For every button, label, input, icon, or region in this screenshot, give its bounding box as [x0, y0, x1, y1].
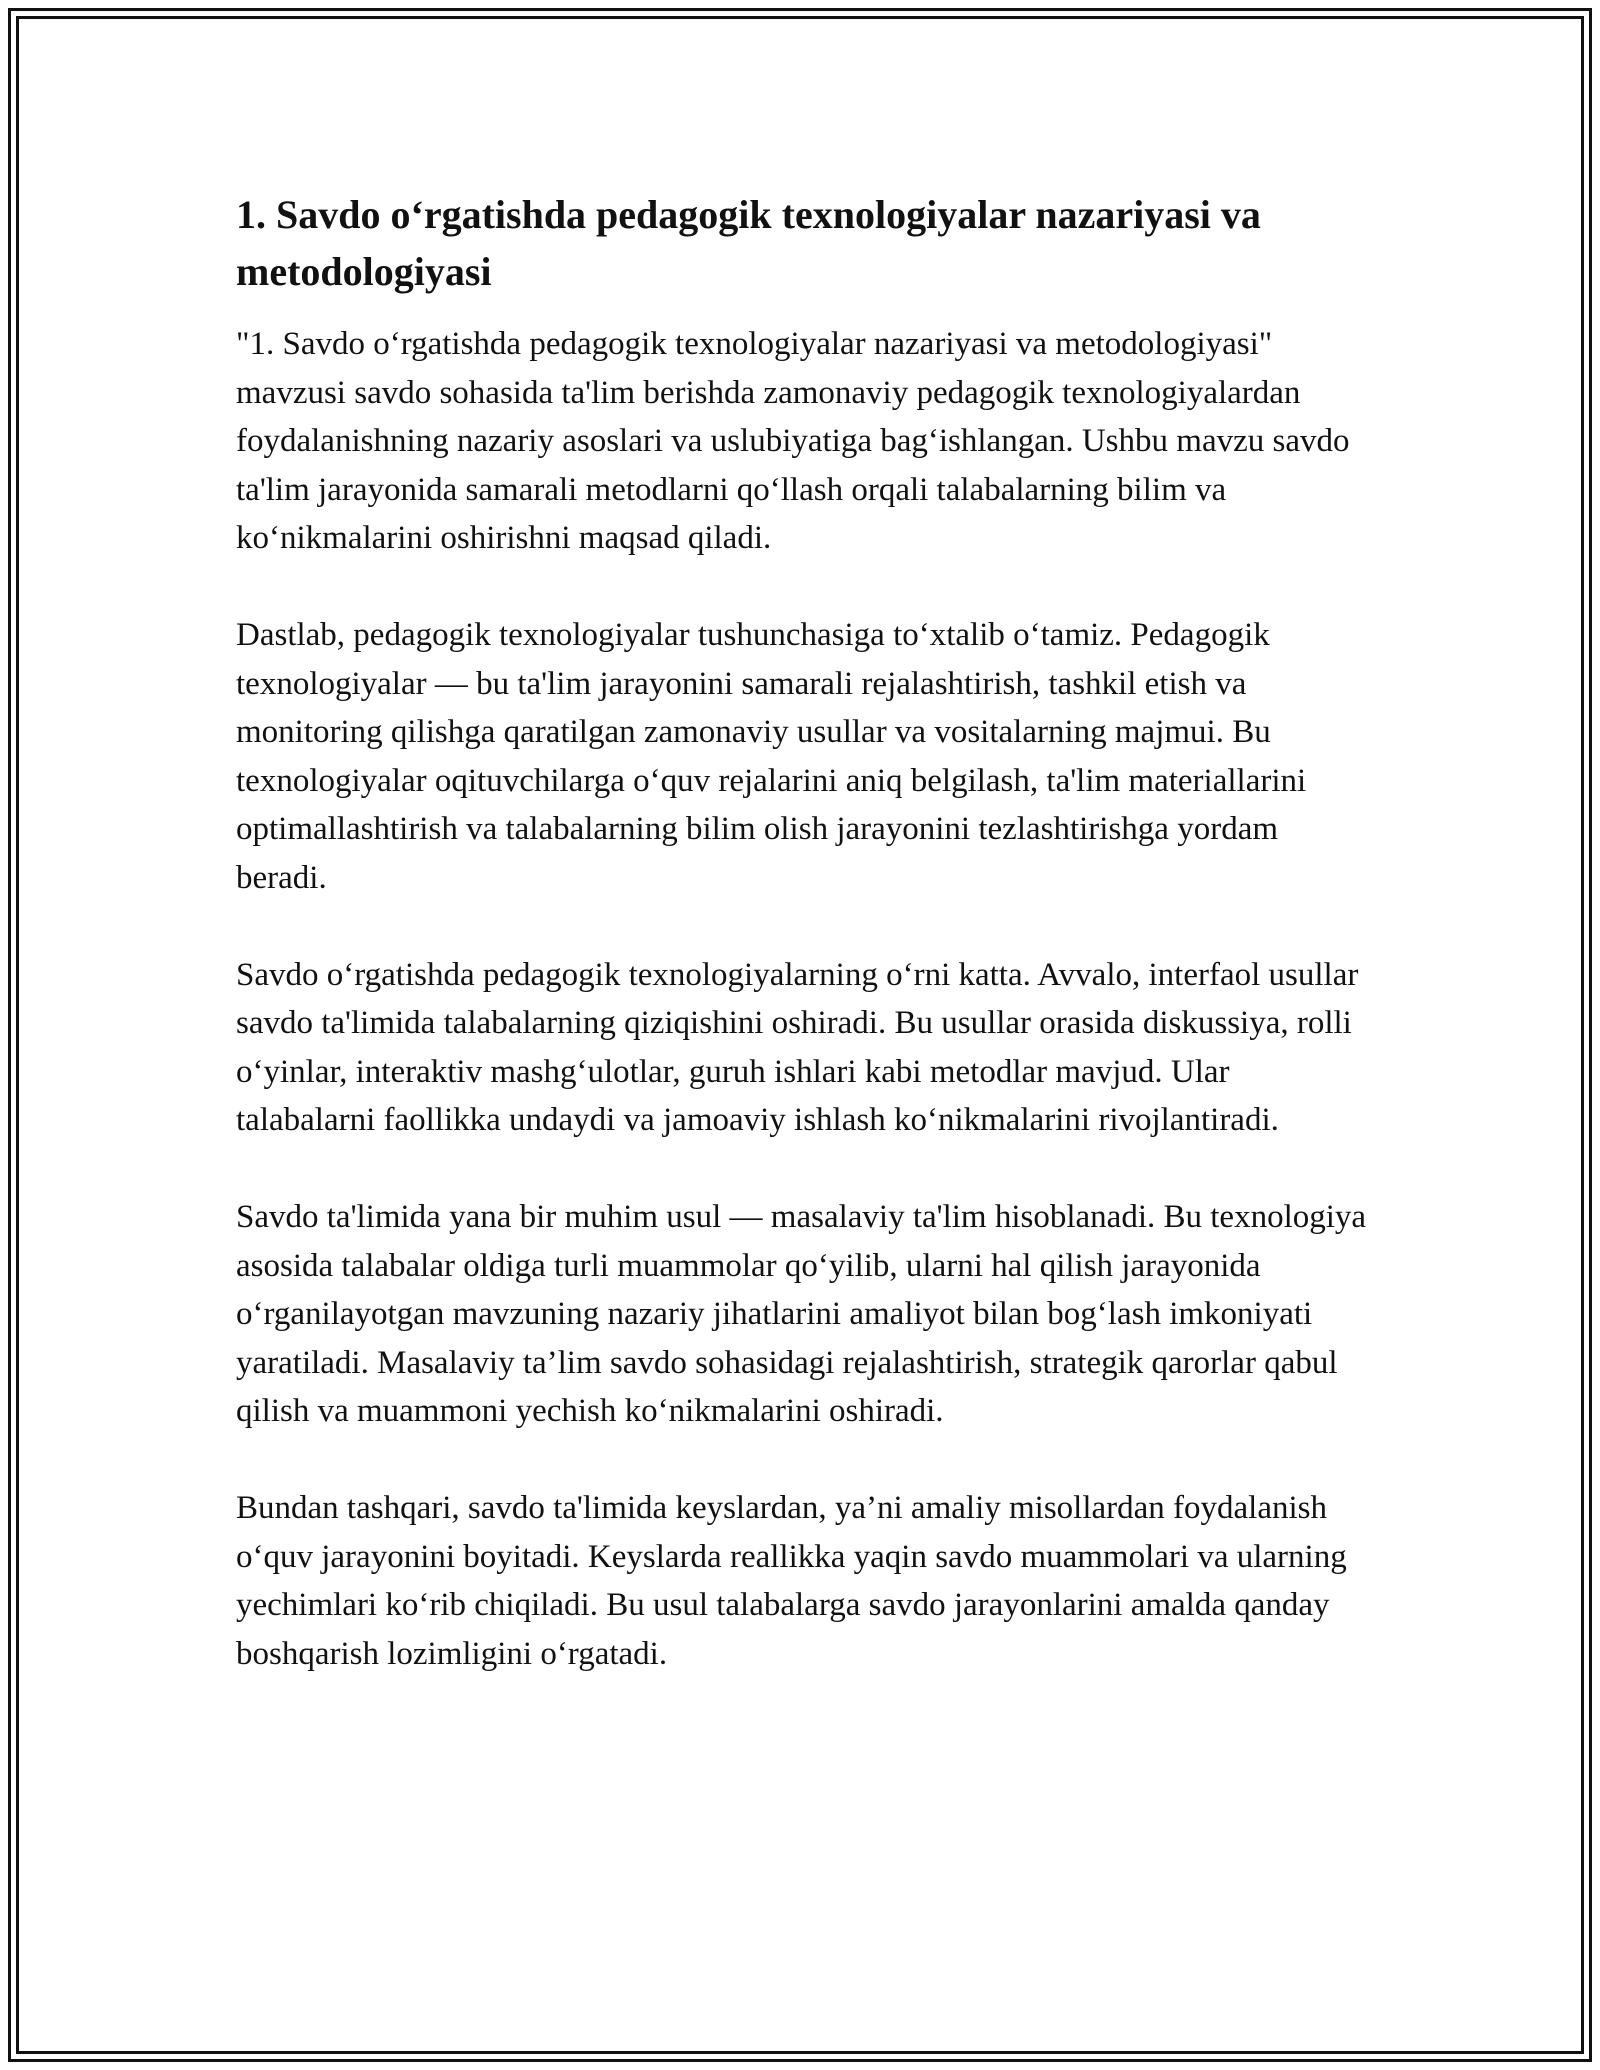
paragraph-2: Dastlab, pedagogik texnologiyalar tushunchasiga to‘xtalib o‘tamiz. Pedagogik texnologiyalar — bu ta'lim jarayonini samarali rejalashtirish, tashkil etish va monitoring qilishga qaratilgan zamonaviy usullar va vositalarning majmui. Bu texnologiyalar oqituvchilarga o‘quv rejalarini aniq belgilash, ta'lim materiallarini optimallashtirish va talabalarning bilim olish jarayonini tezlashtirishga yordam beradi. [236, 617, 1307, 896]
document-body [236, 186, 1376, 1727]
paragraph-1: "1. Savdo o‘rgatishda pedagogik texnologiyalar nazariyasi va metodologiyasi" mavzusi savdo sohasida ta'lim berishda zamonaviy pedagogik texnologiyalardan foydalanishning nazariy asoslari va uslubiyatiga bag‘ishlangan. Ushbu mavzu savdo ta'lim jarayonida samarali metodlarni qo‘llash orqali talabalarning bilim va ko‘nikmalarini oshirishni maqsad qiladi. [236, 326, 1350, 556]
paragraph-4: Savdo ta'limida yana bir muhim usul — masalaviy ta'lim hisoblanadi. Bu texnologiya asosida talabalar oldiga turli muammolar qo‘yilib, ularni hal qilish jarayonida o‘rganilayotgan mavzuning nazariy jihatlarini amaliyot bilan bog‘lash imkoniyati yaratiladi. Masalaviy ta’lim savdo sohasidagi rejalashtirish, strategik qarorlar qabul qilish va muammoni yechish ko‘nikmalarini oshiradi. [236, 1199, 1367, 1429]
paragraph-3: Savdo o‘rgatishda pedagogik texnologiyalarning o‘rni katta. Avvalo, interfaol usullar savdo ta'limida talabalarning qiziqishini oshiradi. Bu usullar orasida diskussiya, rolli o‘yinlar, interaktiv mashg‘ulotlar, guruh ishlari kabi metodlar mavjud. Ular talabalarni faollikka undaydi va jamoaviy ishlash ko‘nikmalarini rivojlantiradi. [236, 956, 1359, 1138]
document-title: 1. Savdo o‘rgatishda pedagogik texnologiyalar nazariyasi va metodologiyasi [236, 192, 1261, 294]
paragraph-5: Bundan tashqari, savdo ta'limida keyslardan, ya’ni amaliy misollardan foydalanish o‘quv jarayonini boyitadi. Keyslarda reallikka yaqin savdo muammolari va ularning yechimlari ko‘rib chiqiladi. Bu usul talabalarga savdo jarayonlarini amalda qanday boshqarish lozimligini o‘rgatadi. [236, 1490, 1347, 1672]
